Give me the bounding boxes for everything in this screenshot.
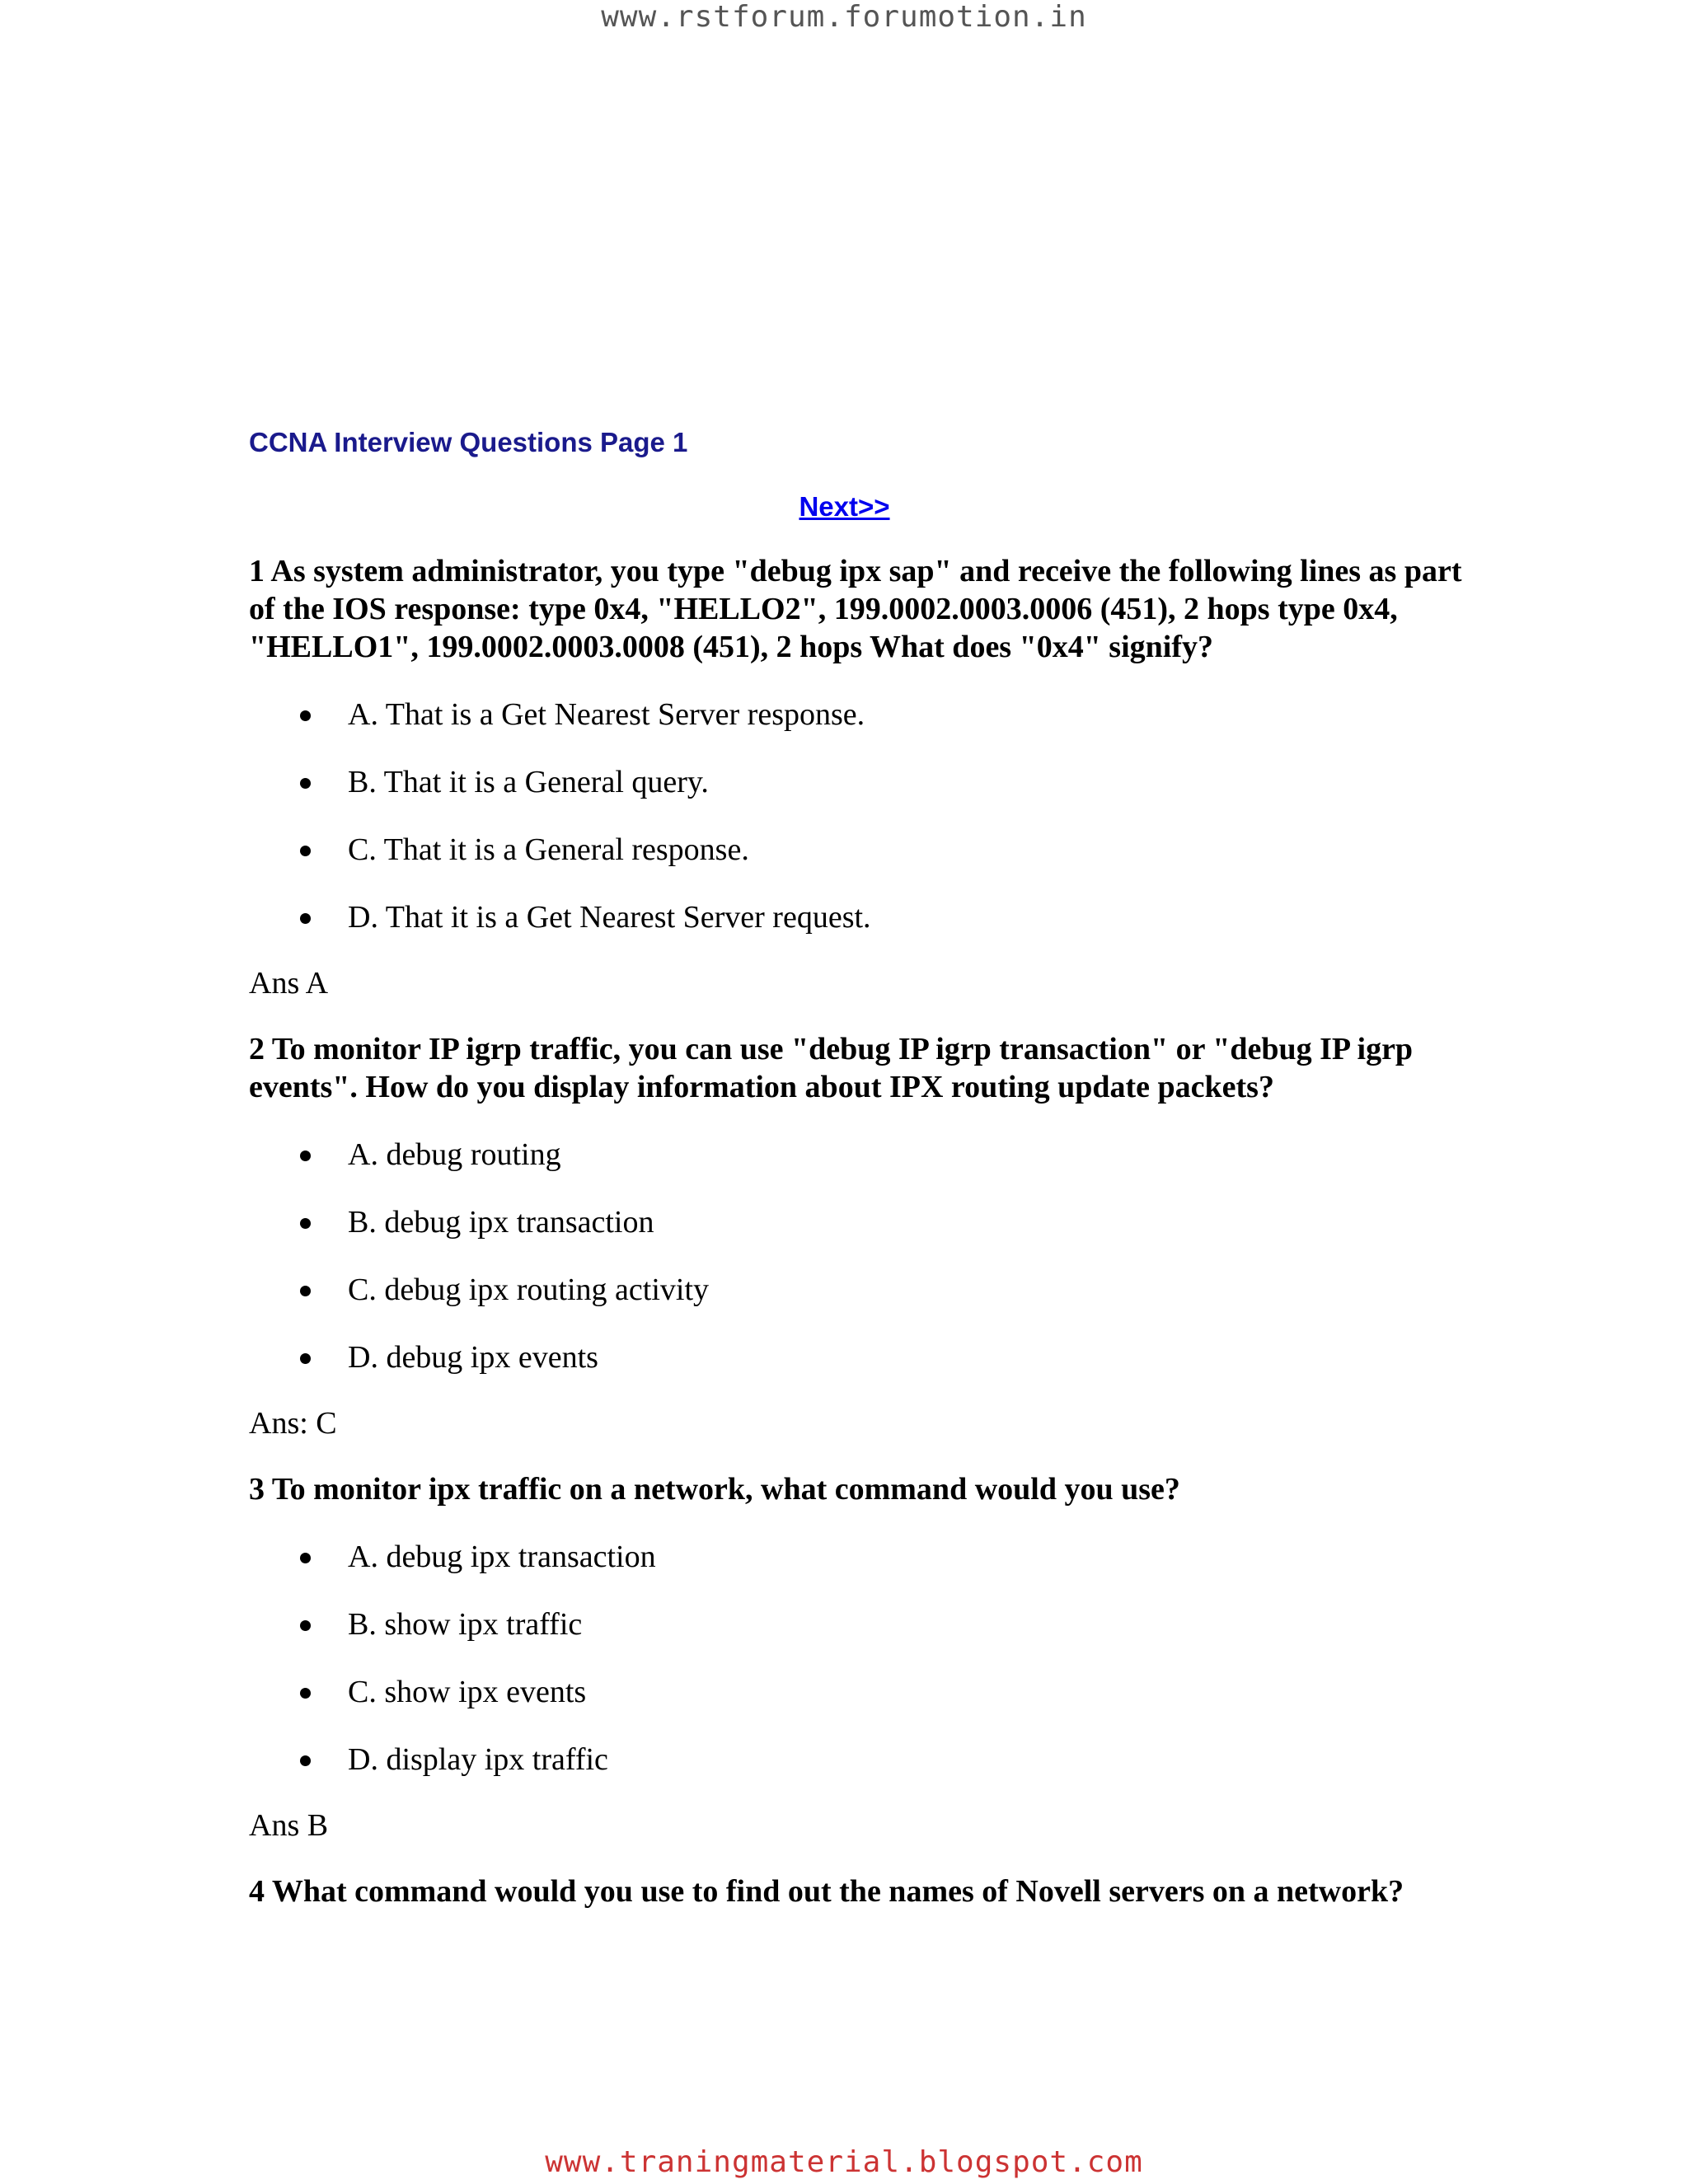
option-label: C. show ipx events — [348, 1675, 587, 1709]
option-label: A. debug routing — [348, 1137, 561, 1172]
next-page-link[interactable]: Next>> — [799, 491, 890, 522]
answer-options — [249, 696, 1469, 936]
option-label: A. That is a Get Nearest Server response. — [348, 697, 865, 732]
option-label: D. display ipx traffic — [348, 1742, 608, 1777]
option-label: D. debug ipx events — [348, 1340, 598, 1375]
bullet-icon — [300, 778, 311, 789]
option-d — [249, 1741, 1469, 1779]
option-a — [249, 696, 1469, 733]
page-title: CCNA Interview Questions Page 1 — [249, 427, 688, 457]
option-label: C. That it is a General response. — [348, 832, 749, 867]
question-block-2 — [249, 1030, 1469, 1442]
option-c — [249, 1673, 1469, 1711]
option-a — [249, 1136, 1469, 1174]
bullet-icon — [300, 913, 311, 924]
bullet-icon — [300, 1286, 311, 1296]
bullet-icon — [300, 1553, 311, 1563]
option-c — [249, 1271, 1469, 1309]
question-block-4 — [249, 1872, 1469, 1910]
option-label: B. debug ipx transaction — [348, 1205, 654, 1240]
option-label: B. That it is a General query. — [348, 765, 709, 799]
answer-options — [249, 1136, 1469, 1376]
option-label: B. show ipx traffic — [348, 1607, 583, 1642]
question-block-1 — [249, 552, 1469, 1002]
answer-text: Ans A — [249, 966, 329, 1001]
bullet-icon — [300, 1755, 311, 1766]
option-label: A. debug ipx transaction — [348, 1540, 656, 1574]
option-b — [249, 763, 1469, 801]
bullet-icon — [300, 1353, 311, 1364]
question-text: 3 To monitor ipx traffic on a network, what command would you use? — [249, 1472, 1180, 1507]
option-a — [249, 1538, 1469, 1576]
bullet-icon — [300, 1151, 311, 1161]
bullet-icon — [300, 1688, 311, 1699]
option-d — [249, 1338, 1469, 1376]
question-block-3 — [249, 1470, 1469, 1844]
bullet-icon — [300, 710, 311, 721]
document-body — [249, 427, 1469, 1910]
answer-text: Ans B — [249, 1808, 329, 1843]
footer-watermark-url: www.traningmaterial.blogspot.com — [545, 2145, 1143, 2179]
option-label: D. That it is a Get Nearest Server request. — [348, 900, 871, 935]
next-link-container — [249, 491, 1440, 523]
question-text: 2 To monitor IP igrp traffic, you can use "debug IP igrp transaction" or "debug IP igrp events". How do you display information about IPX routing update packets? — [249, 1032, 1414, 1104]
question-text: 1 As system administrator, you type "debug ipx sap" and receive the following lines as part of the IOS response: type 0x4, "HELLO2", 199.0002.0003.0006 (451), 2 hops type 0x4, "HELLO1", 199.0002.0003.0008 (451), 2 hops What does "0x4" signify? — [249, 554, 1462, 664]
header-watermark-url: www.rstforum.forumotion.in — [601, 0, 1087, 34]
bullet-icon — [300, 1218, 311, 1229]
option-b — [249, 1203, 1469, 1241]
bullet-icon — [300, 846, 311, 856]
option-b — [249, 1605, 1469, 1643]
question-text: 4 What command would you use to find out the names of Novell servers on a network? — [249, 1874, 1404, 1909]
answer-text: Ans: C — [249, 1406, 337, 1441]
answer-options — [249, 1538, 1469, 1779]
option-c — [249, 831, 1469, 869]
option-d — [249, 898, 1469, 936]
option-label: C. debug ipx routing activity — [348, 1272, 710, 1307]
bullet-icon — [300, 1620, 311, 1631]
